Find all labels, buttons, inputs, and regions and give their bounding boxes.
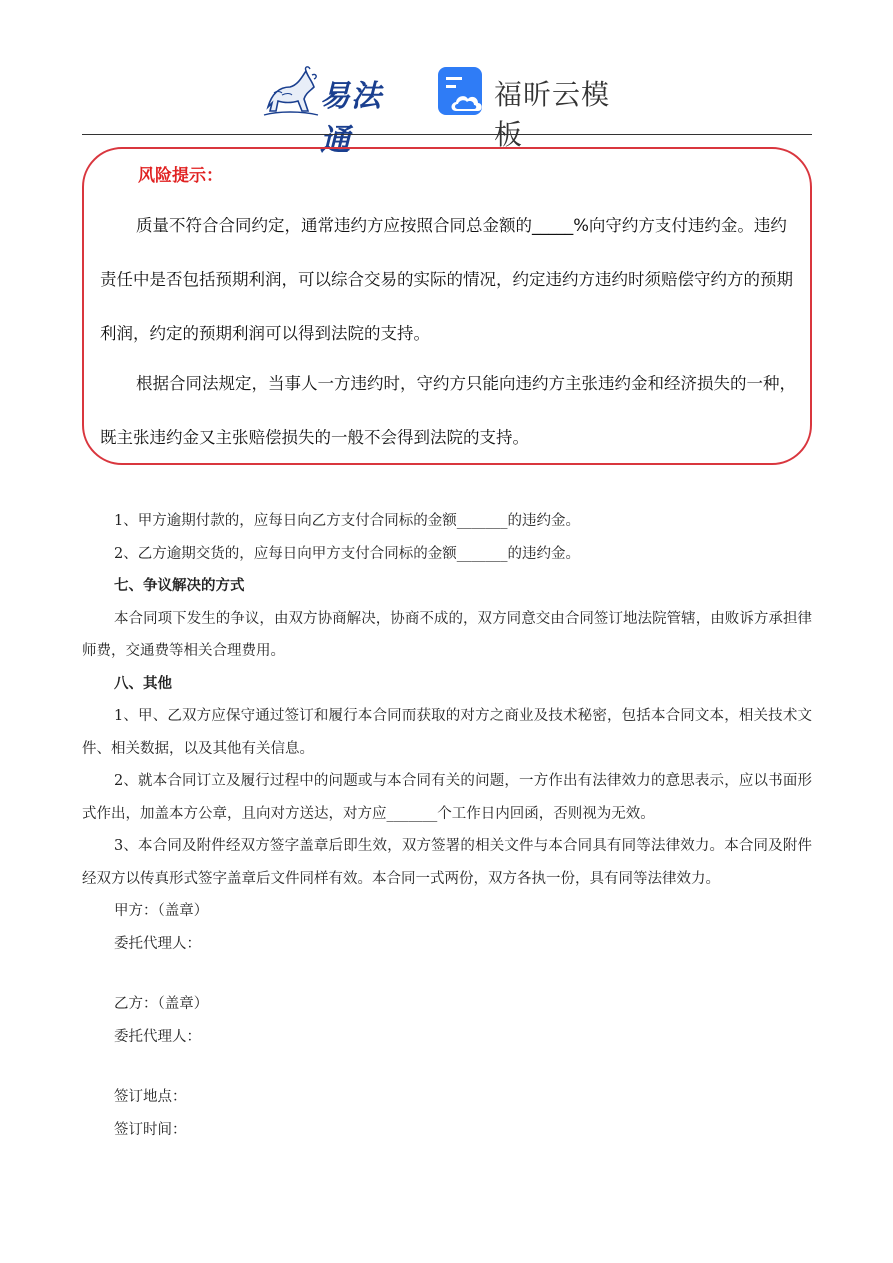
party-b-seal: 乙方：（盖章） (114, 996, 209, 1012)
party-b-agent: 委托代理人： (114, 1028, 201, 1045)
risk-paragraph-1: 质量不符合合同约定，通常违约方应按照合同总金额的_____%向守约方支付违约金。违约责任中是否包括预期利润，可以综合交易的实际的情况，约定违约方违约时须赔偿守约方的预期利润，约定的预期利润可以得到法院的支持。 (100, 216, 793, 343)
penalty-item-1: 1、甲方逾期付款的，应每日向乙方支付合同标的金额_______的违约金。 (114, 513, 580, 529)
cloud-document-icon (436, 65, 488, 119)
risk-warning-box (82, 147, 812, 465)
yifatong-logo (262, 63, 412, 158)
party-a-agent: 委托代理人： (114, 935, 201, 952)
signing-time: 签订时间： (114, 1121, 187, 1138)
section-8-heading: 八、其他 (114, 674, 172, 692)
section-7-heading: 七、争议解决的方式 (114, 577, 245, 594)
page-header (0, 55, 893, 158)
risk-title: 风险提示： (138, 166, 223, 186)
risk-paragraph-2: 根据合同法规定，当事人一方违约时，守约方只能向违约方主张违约金和经济损失的一种，既主张违约金又主张赔偿损失的一般不会得到法院的支持。 (100, 374, 796, 447)
section-8-item-3: 3、本合同及附件经双方签字盖章后即生效，双方签署的相关文件与本合同具有同等法律效力。本合同及附件经双方以传真形式签字盖章后文件同样有效。本合同一式两份，双方各执一份，具有同等法律效力。 (82, 838, 812, 887)
section-7-text: 本合同项下发生的争议，由双方协商解决，协商不成的，双方同意交由合同签订地法院管辖，由败诉方承担律师费，交通费等相关合理费用。 (82, 610, 812, 659)
fuxin-logo (436, 65, 636, 151)
penalty-item-2: 2、乙方逾期交货的，应每日向甲方支付合同标的金额_______的违约金。 (114, 545, 580, 562)
section-8-item-1: 1、甲、乙双方应保守通过签订和履行本合同而获取的对方之商业及技术秘密，包括本合同文本，相关技术文件、相关数据，以及其他有关信息。 (82, 708, 812, 757)
signing-place: 签订地点： (114, 1089, 187, 1105)
qilin-icon (262, 63, 320, 119)
fuxin-text: 福昕云模板 (494, 78, 611, 151)
header-divider (82, 134, 812, 135)
contract-body (82, 505, 812, 1146)
section-8-item-2: 2、就本合同订立及履行过程中的问题或与本合同有关的问题，一方作出有法律效力的意思表示，应以书面形式作出，加盖本方公章，且向对方送达，对方应_______个工作日内回函，否则视为无效。 (82, 773, 812, 822)
party-a-seal: 甲方：（盖章） (114, 903, 209, 919)
yifatong-text: 易法通 (320, 79, 382, 158)
